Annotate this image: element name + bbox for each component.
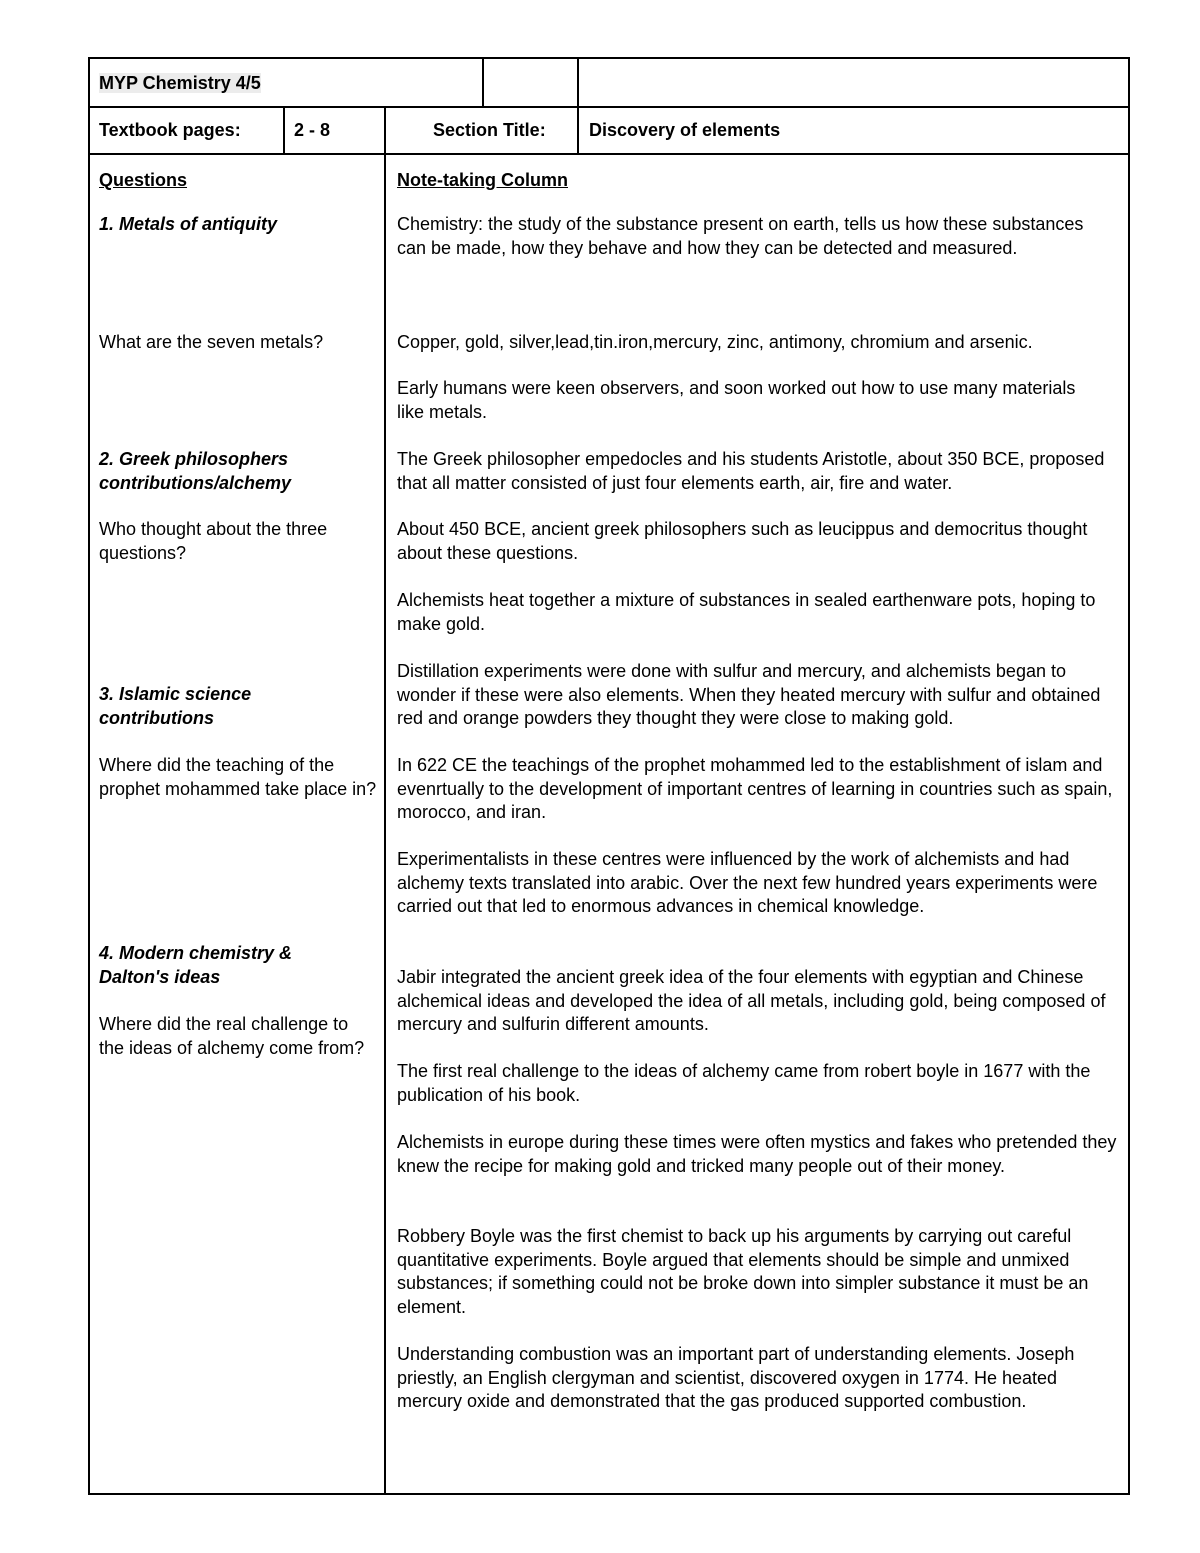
note-paragraph: Chemistry: the study of the substance present on earth, tells us how these substances can be made, how they behave and how they can be detected and measured. — [397, 214, 1084, 258]
column-divider — [384, 106, 386, 1495]
section-title: Discovery of elements — [589, 120, 781, 140]
course-title — [99, 72, 261, 96]
textbook-pages: 2 - 8 — [294, 120, 331, 140]
cell-divider — [482, 57, 484, 107]
note-paragraph: Jabir integrated the ancient greek idea of the four elements with egyptian and Chinese alchemical ideas and developed the idea of all metals, including gold, being composed of mercury and sulfurin different amounts. — [397, 967, 1106, 1034]
note-paragraph: In 622 CE the teachings of the prophet mohammed led to the establishment of islam and evenrtually to the development of important centres of learning in countries such as spain, morocco, and iran. — [397, 755, 1113, 822]
row-divider-2 — [88, 153, 1130, 155]
note-paragraph: Distillation experiments were done with sulfur and mercury, and alchemists began to wonder if these were also elements. When they heated mercury with sulfur and obtained red and orange powders they thought they were close to making gold. — [397, 661, 1101, 728]
question-text: Where did the real challenge to the ideas of alchemy come from? — [99, 1014, 365, 1058]
note-paragraph: Experimentalists in these centres were influenced by the work of alchemists and had alchemy texts translated into arabic. Over the next few hundred years experiments were carried out that led to enormous advances in chemical knowledge. — [397, 849, 1098, 916]
section-label: Section Title: — [433, 120, 546, 140]
row-divider-1 — [88, 106, 1130, 108]
cell-divider — [283, 106, 285, 154]
question-title: 4. Modern chemistry & Dalton's ideas — [99, 943, 293, 987]
textbook-label: Textbook pages: — [99, 120, 241, 140]
question-title: 1. Metals of antiquity — [99, 214, 278, 234]
question-title: 2. Greek philosophers contributions/alchemy — [99, 449, 292, 493]
note-paragraph: The Greek philosopher empedocles and his students Aristotle, about 350 BCE, proposed that all matter consisted of just four elements earth, air, fire and water. — [397, 449, 1105, 493]
question-text: Where did the teaching of the prophet mohammed take place in? — [99, 755, 377, 799]
course-title-text: MYP Chemistry 4/5 — [99, 73, 261, 93]
question-text: What are the seven metals? — [99, 332, 324, 352]
note-paragraph: About 450 BCE, ancient greek philosophers such as leucippus and democritus thought about these questions. — [397, 519, 1088, 563]
question-text: Who thought about the three questions? — [99, 519, 328, 563]
cell-divider — [577, 57, 579, 154]
note-paragraph: Robbery Boyle was the first chemist to back up his arguments by carrying out careful quantitative experiments. Boyle argued that elements should be simple and unmixed substances; if something could not be broke down into simpler substance it must be an element. — [397, 1226, 1089, 1317]
questions-heading: Questions — [99, 170, 188, 190]
note-paragraph: Understanding combustion was an important part of understanding elements. Joseph priestly, an English clergyman and scientist, discovered oxygen in 1774. He heated mercury oxide and demonstrated that the gas produced supported combustion. — [397, 1344, 1075, 1411]
notes-heading: Note-taking Column — [397, 170, 568, 190]
note-paragraph: Early humans were keen observers, and soon worked out how to use many materials like metals. — [397, 378, 1076, 422]
note-paragraph: Alchemists heat together a mixture of substances in sealed earthenware pots, hoping to make gold. — [397, 590, 1096, 634]
note-paragraph: Copper, gold, silver,lead,tin.iron,mercury, zinc, antimony, chromium and arsenic. — [397, 332, 1033, 352]
note-paragraph: The first real challenge to the ideas of alchemy came from robert boyle in 1677 with the publication of his book. — [397, 1061, 1091, 1105]
note-paragraph: Alchemists in europe during these times were often mystics and fakes who pretended they knew the recipe for making gold and tricked many people out of their money. — [397, 1132, 1117, 1176]
question-title: 3. Islamic science contributions — [99, 684, 252, 728]
